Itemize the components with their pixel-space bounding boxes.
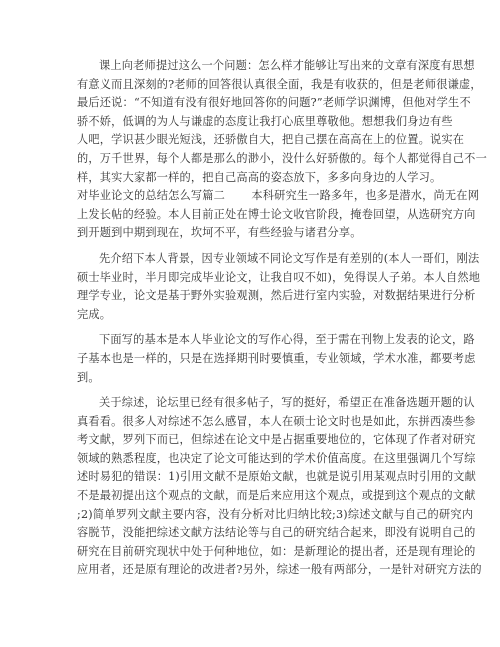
text-line: 考文献，罗列下而已，但综述在论文中是占据重要地位的，它体现了作者对研究 — [77, 433, 476, 447]
paragraph-writing-experience — [77, 331, 476, 387]
text-line: 到开题到中期到现在，坎坷不平，有些经验与诸君分享。 — [77, 226, 362, 240]
paragraph-teacher-question — [77, 57, 487, 187]
section-heading-line: 对毕业论文的总结怎么写篇二 本科研究生一路多年，也多是潜水，尚无在网 — [77, 189, 480, 203]
paragraph-literature-review — [77, 394, 482, 580]
text-line: 硕士毕业时，半月即完成毕业论文，让我自叹不如)，免得误人子弟。本人自然地 — [77, 270, 481, 284]
text-line: 完成。 — [77, 307, 112, 321]
text-line: 容脱节，没能把综述文献方法结论等与自己的研究结合起来，即没有说明自己的 — [77, 526, 476, 540]
text-line: 样，其实大家都一样的，把自己高高的姿态放下，多多向身边的人学习。 — [77, 170, 442, 184]
text-line: 领域的熟悉程度，也决定了论文可能达到的学术价值高度。在这里强调几个写综 — [77, 451, 476, 465]
text-line: 课上向老师提过这么一个问题：怎么样才能够让写出来的文章有深度有思想 — [99, 59, 475, 72]
text-line: 子基本也是一样的，只是在选择期刊时要慎重，专业领域，学术水准，都要考虑 — [77, 351, 476, 365]
text-line: 理学专业，论文是基于野外实验观测，然后进行室内实验，对数据结果进行分析 — [77, 289, 476, 303]
text-line: 的，万千世界，每个人都是那么的渺小，没什么好骄傲的。每个人都觉得自己不一 — [77, 151, 487, 165]
text-line: 下面写的基本是本人毕业论文的写作心得，至于需在刊物上发表的论文，路 — [99, 333, 475, 347]
text-line: 应用者，还是原有理论的改进者?另外，综述一般有两部分，一是针对研究方法的 — [77, 563, 482, 577]
text-line: 有意义而且深刻的?老师的回答很认真很全面，我是有收获的，但是老师很谦虚， — [77, 77, 482, 91]
text-line: 最后还说：“不知道有没有很好地回答你的问题?”老师学识渊博，但他对学生不 — [77, 96, 471, 110]
text-line: 关于综述，论坛里已经有很多帖子，写的挺好，希望正在准备选题开题的认 — [99, 396, 475, 410]
text-line: 到。 — [77, 370, 100, 384]
text-line: 述时易犯的错误：1)引用文献不是原始文献，也就是说引用某观点时引用的文献 — [77, 470, 477, 484]
text-line: 人吧，学识甚少眼光短浅，还骄傲自大，把自己摆在高高在上的位置。说实在 — [77, 133, 465, 147]
text-line: 骄不娇，低调的为人与谦虚的态度让我打心底里尊敬他。想想我们身边有些 — [77, 114, 453, 128]
text-line: ;2)简单罗列文献主要内容，没有分析对比归纳比较;3)综述文献与自己的研究内 — [77, 507, 474, 521]
text-line: 研究在目前研究现状中处于何种地位，如：是新理论的提出者，还是现有理论的 — [77, 544, 476, 558]
text-line: 上发长帖的经验。本人目前正处在博士论文收官阶段，掩卷回望，从选研究方向 — [77, 207, 476, 221]
paragraph-article-two-intro — [77, 187, 480, 243]
text-line: 先介绍下本人背景，因专业领域不同论文写作是有差别的(本人一哥们，刚法 — [99, 251, 480, 265]
text-line: 不是最初提出这个观点的文献，而是后来应用这个观点，或提到这个观点的文献 — [77, 489, 476, 503]
text-line: 真看看。很多人对综述不怎么感冒，本人在硕士论文时也是如此，东拼西凑些参 — [77, 414, 476, 428]
paragraph-background — [77, 250, 481, 324]
